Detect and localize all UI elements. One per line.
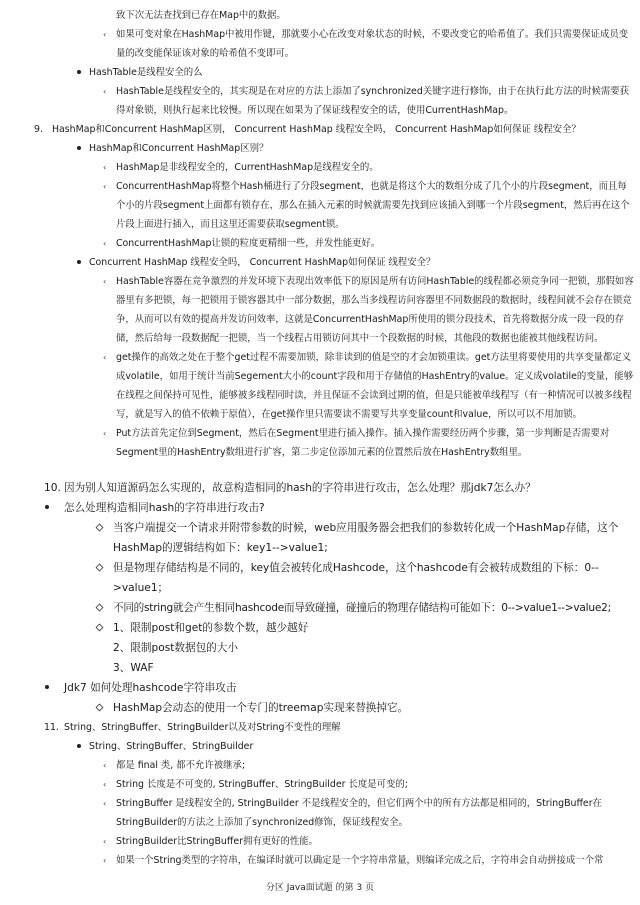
bullet-dot-icon — [77, 260, 81, 264]
list-item: ‹ StringBuilder比StringBuffer拥有更好的性能。 — [0, 832, 640, 851]
list-item: ‹ 如果一个String类型的字符串，在编译时就可以确定是一个字符串常量，则编译完成之后，字符串会自动拼接成一个常 — [0, 851, 640, 870]
bullet-dot-icon — [45, 685, 49, 689]
bullet-dot-icon — [77, 70, 81, 74]
list-item: ‹ ConcurrentHashMap将整个Hash桶进行了分段segment，也就是将这个大的数组分成了几个小的片段segment，而且每个小的片段segment上面都有锁存在，那么在插入元素的时候就需要先找到应该插入到哪一个片段segment，然后再在这个片段上面进行插入，而且这里还需要获取segment锁。 — [0, 177, 640, 234]
list-item: 1、限制post和get的参数个数，越少越好 — [0, 618, 640, 638]
diamond-bullet-icon — [96, 623, 104, 631]
arrow-bullet-icon: ‹ — [103, 353, 107, 362]
section-heading: String、StringBuffer、StringBuilder — [0, 737, 640, 756]
question-9-title: 9. HashMap和Concurrent HashMap区别， Concurrent HashMap 线程安全吗， Concurrent HashMap如何保证 线程安全？ — [34, 124, 581, 135]
diamond-bullet-icon — [96, 563, 104, 571]
diamond-bullet-icon — [96, 703, 104, 711]
document-page — [0, 6, 640, 870]
section-heading: HashTable是线程安全的么 — [0, 63, 640, 82]
arrow-bullet-icon: ‹ — [103, 163, 107, 172]
plain-line: 2、限制post数据包的大小 — [113, 642, 238, 654]
list-item: ‹ get操作的高效之处在于整个get过程不需要加锁，除非读到的值是空的才会加锁重读。get方法里将要使用的共享变量都定义成volatile，如用于统计当前Segement大小的count字段和用于存储值的HashEntry的value。定义成volatile的变量，能够在线程之间保持可见性，能够被多线程同时读，并且保证不会读到过期的值，但是只能被单线程写（有一种情况可以被多线程写，就是写入的值不依赖于原值），在get操作里只需要读不需要写共享变量count和value，所以可以不用加锁。 — [0, 348, 640, 424]
list-item: ‹ HashTable是线程安全的，其实现是在对应的方法上添加了synchronized关键字进行修饰，由于在执行此方法的时候需要获得对象锁，则执行起来比较慢。所以现在如果为了保证线程安全的话，使用CurrentHashMap。 — [0, 82, 640, 120]
arrow-bullet-icon: ‹ — [103, 277, 107, 286]
list-item: ‹ 如果可变对象在HashMap中被用作键，那就要小心在改变对象状态的时候，不要改变它的哈希值了。我们只需要保证成员变量的改变能保证该对象的哈希值不变即可。 — [0, 25, 640, 63]
arrow-bullet-icon: ‹ — [103, 182, 107, 191]
list-item: 但是物理存储结构是不同的，key值会被转化成Hashcode，这个hashcode有会被转成数组的下标：0-->value1； — [0, 558, 640, 598]
list-item: 不同的string就会产生相同hashcode而导致碰撞，碰撞后的物理存储结构可能如下：0-->value1-->value2; — [0, 598, 640, 618]
list-item: ‹ 都是 final 类, 都不允许被继承; — [0, 756, 640, 775]
arrow-bullet-icon: ‹ — [103, 239, 107, 248]
arrow-bullet-icon: ‹ — [103, 837, 107, 846]
list-item: ‹ Put方法首先定位到Segment，然后在Segment里进行插入操作。插入操作需要经历两个步骤，第一步判断是否需要对Segment里的HashEntry数组进行扩容，第二步定位添加元素的位置然后放在HashEntry数组里。 — [0, 424, 640, 462]
arrow-bullet-icon: ‹ — [103, 429, 107, 438]
bullet-dot-icon — [77, 146, 81, 150]
list-item: ‹ ConcurrentHashMap让锁的粒度更精细一些，并发性能更好。 — [0, 234, 640, 253]
list-item: 当客户端提交一个请求并附带参数的时候，web应用服务器会把我们的参数转化成一个HashMap存储，这个HashMap的逻辑结构如下：key1-->value1; — [0, 518, 640, 558]
continuation-line: 致下次无法查找到已存在Map中的数据。 — [116, 10, 286, 21]
list-item: ‹ StringBuffer 是线程安全的, StringBuilder 不是线程安全的，但它们两个中的所有方法都是相同的，StringBuffer在StringBuilder的方法之上添加了synchronized修饰，保证线程安全。 — [0, 794, 640, 832]
arrow-bullet-icon: ‹ — [103, 799, 107, 808]
diamond-bullet-icon — [96, 523, 104, 531]
section-heading: HashMap和Concurrent HashMap区别？ — [0, 139, 640, 158]
section-heading: Concurrent HashMap 线程安全吗， Concurrent HashMap如何保证 线程安全？ — [0, 253, 640, 272]
arrow-bullet-icon: ‹ — [103, 87, 107, 96]
list-item: HashMap会动态的使用一个专门的treemap实现来替换掉它。 — [0, 698, 640, 718]
section-heading: Jdk7 如何处理hashcode字符串攻击 — [0, 678, 640, 698]
question-10-title: 10. 因为别人知道源码怎么实现的，故意构造相同的hash的字符串进行攻击，怎么处理？那jdk7怎么办？ — [44, 482, 536, 494]
arrow-bullet-icon: ‹ — [103, 30, 107, 39]
list-item: ‹ HashTable容器在竞争激烈的并发环境下表现出效率低下的原因是所有访问HashTable的线程都必须竞争同一把锁，那假如容器里有多把锁，每一把锁用于锁容器其中一部分数据，那么当多线程访问容器里不同数据段的数据时，线程间就不会存在锁竞争，从而可以有效的提高并发访问效率，这就是ConcurrentHashMap所使用的锁分段技术，首先将数据分成一段一段的存储，然后给每一段数据配一把锁，当一个线程占用锁访问其中一个段数据的时候，其他段的数据也能被其他线程访问。 — [0, 272, 640, 348]
bullet-dot-icon — [77, 744, 81, 748]
arrow-bullet-icon: ‹ — [103, 761, 107, 770]
arrow-bullet-icon: ‹ — [103, 780, 107, 789]
arrow-bullet-icon: ‹ — [103, 856, 107, 865]
question-11-title: 11. String、StringBuffer、StringBuilder以及对String不变性的理解 — [44, 722, 341, 733]
list-item: ‹ String 长度是不可变的, StringBuffer、StringBuilder 长度是可变的; — [0, 775, 640, 794]
page-footer: 分区 Java面试题 的第 3 页 — [265, 883, 375, 893]
bullet-dot-icon — [45, 505, 49, 509]
section-heading: 怎么处理构造相同hash的字符串进行攻击? — [0, 498, 640, 518]
diamond-bullet-icon — [96, 603, 104, 611]
plain-line: 3、WAF — [113, 662, 154, 674]
list-item: ‹ HashMap是非线程安全的，CurrentHashMap是线程安全的。 — [0, 158, 640, 177]
spacer — [0, 462, 640, 478]
